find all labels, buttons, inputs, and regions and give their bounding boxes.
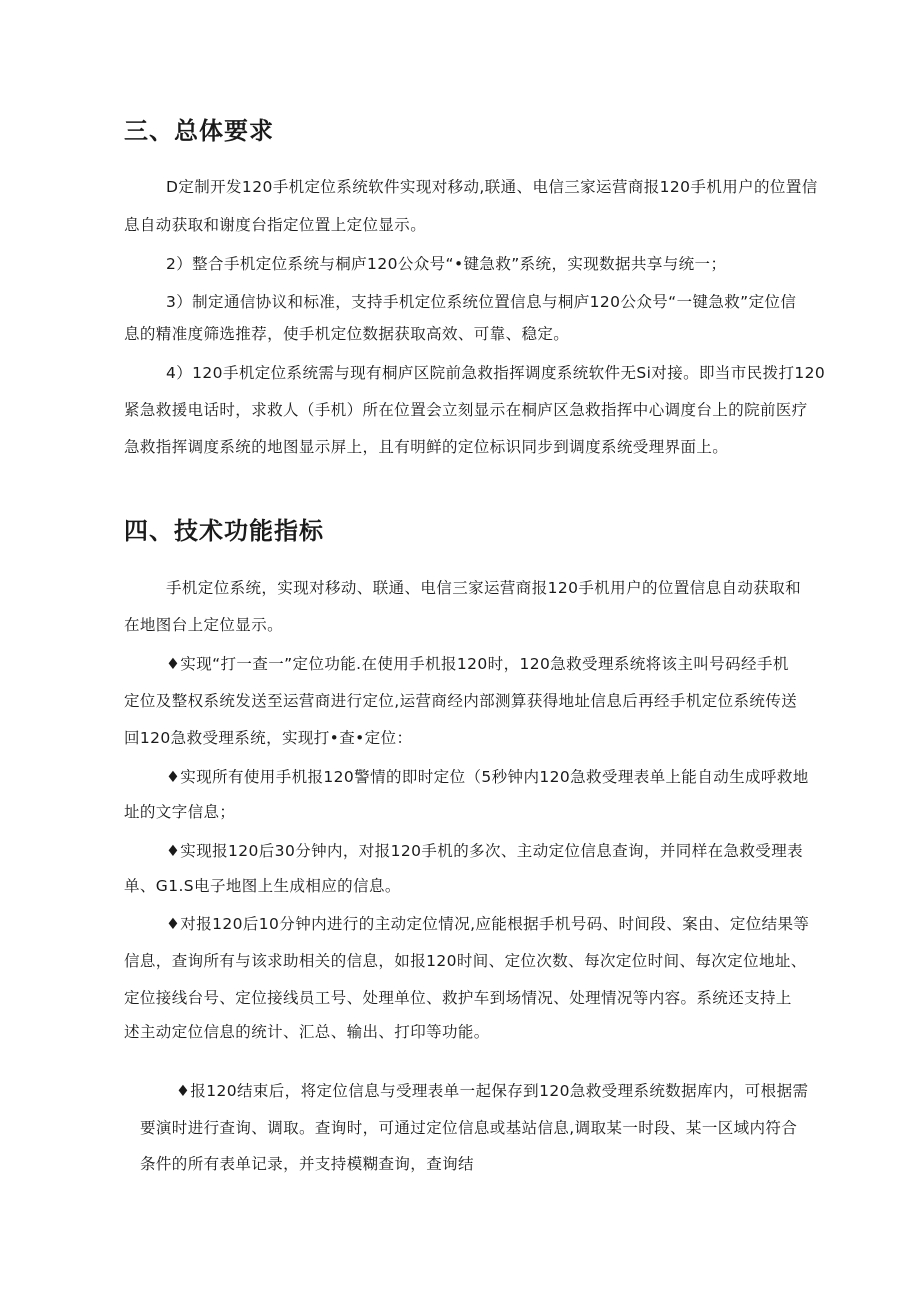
bullet-line: ♦对报120后10分钟内进行的主动定位情况,应能根据手机号码、时间段、案由、定位结果等 — [166, 915, 810, 933]
paragraph-line: 单、G1.S电子地图上生成相应的信息。 — [124, 877, 401, 895]
paragraph-line: 定位接线台号、定位接线员工号、处理单位、救护车到场情况、处理情况等内容。系统还支持上 — [124, 989, 792, 1007]
paragraph-line: 紧急救援电话时，求救人（手机）所在位置会立刻显示在桐庐区急救指挥中心调度台上的院前医疗 — [124, 401, 808, 419]
paragraph-line: 条件的所有表单记录，并支持模糊查询，查询结 — [140, 1155, 474, 1173]
paragraph-line: 息自动获取和谢度台指定位置上定位显示。 — [124, 216, 427, 234]
paragraph-line: 回120急救受理系统，实现打•查•定位： — [124, 729, 413, 747]
paragraph-line: 息的精准度筛选推荐，使手机定位数据获取高效、可靠、稳定。 — [124, 325, 570, 343]
paragraph-line: 定位及整权系统发送至运营商进行定位,运营商经内部测算获得地址信息后再经手机定位系统传送 — [124, 692, 798, 710]
paragraph-line: 述主动定位信息的统计、汇总、输出、打印等功能。 — [124, 1023, 490, 1041]
bullet-line: ♦报120结束后，将定位信息与受理表单一起保存到120急救受理系统数据库内，可根据需 — [176, 1082, 809, 1100]
paragraph-line: 4）120手机定位系统需与现有桐庐区院前急救指挥调度系统软件无Si对接。即当市民拨打120 — [166, 364, 826, 382]
paragraph-line: 在地图台上定位显示。 — [124, 616, 284, 634]
paragraph-line: 手机定位系统，实现对移动、联通、电信三家运营商报120手机用户的位置信息自动获取和 — [166, 579, 801, 597]
section-heading-overall-requirements: 三、总体要求 — [124, 117, 274, 145]
paragraph-line: 2）整合手机定位系统与桐庐120公众号“•键急救”系统，实现数据共享与统一； — [166, 255, 727, 273]
paragraph-line: 信息，查询所有与该求助相关的信息，如报120时间、定位次数、每次定位时间、每次定位地址、 — [124, 952, 807, 970]
bullet-line: ♦实现所有使用手机报120警情的即时定位（5秒钟内120急救受理表单上能自动生成呼救地 — [166, 768, 809, 786]
paragraph-line: D定制开发120手机定位系统软件实现对移动,联通、电信三家运营商报120手机用户的位置信 — [166, 178, 818, 196]
paragraph-line: 址的文字信息； — [124, 803, 236, 821]
bullet-line: ♦实现报120后30分钟内，对报120手机的多次、主动定位信息查询，并同样在急救受理表 — [166, 842, 803, 860]
paragraph-line: 急救指挥调度系统的地图显示屏上，且有明鲜的定位标识同步到调度系统受理界面上。 — [124, 438, 729, 456]
paragraph-line: 3）制定通信协议和标准，支持手机定位系统位置信息与桐庐120公众号“一键急救”定位信 — [166, 293, 797, 311]
bullet-line: ♦实现“打一查一”定位功能.在使用手机报120时，120急救受理系统将该主叫号码经手机 — [166, 655, 789, 673]
section-heading-technical-specs: 四、技术功能指标 — [124, 517, 324, 545]
paragraph-line: 要演时进行查询、调取。查询时，可通过定位信息或基站信息,调取某一时段、某一区域内符合 — [140, 1119, 798, 1137]
